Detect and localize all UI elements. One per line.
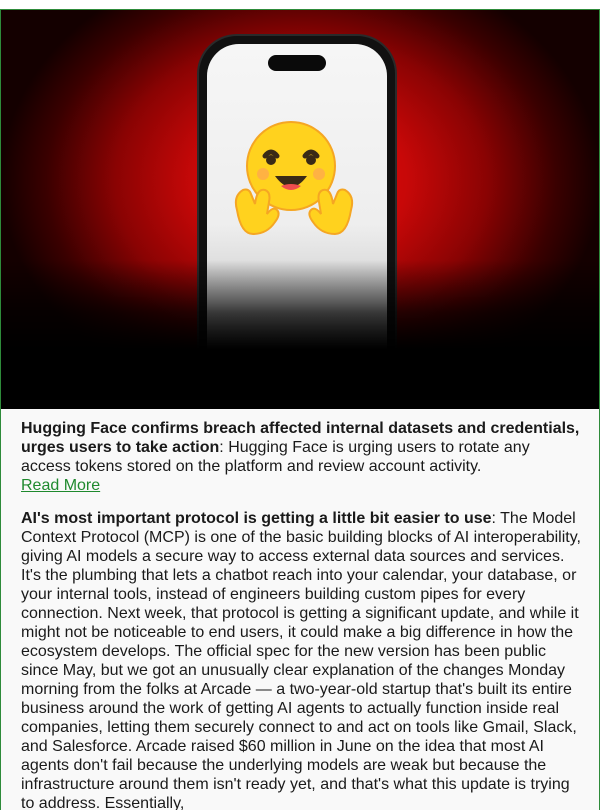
email-content-frame bbox=[0, 9, 600, 810]
article-item bbox=[21, 509, 581, 810]
hero-image bbox=[1, 10, 599, 409]
article-item bbox=[21, 419, 581, 495]
article-title: AI's most important protocol is getting a little bit easier to use bbox=[21, 510, 492, 527]
phone-dynamic-island bbox=[268, 55, 326, 71]
article-separator: : bbox=[491, 510, 501, 527]
hugging-face-emoji-icon bbox=[229, 110, 359, 240]
article-body: Hugging Face is urging users to rotate any access tokens stored on the platform and review account activity. bbox=[21, 439, 530, 475]
read-more-link[interactable]: Read More bbox=[21, 477, 101, 494]
article-body: The Model Context Protocol (MCP) is one of the basic building blocks of AI interoperability, giving AI models a secure way to access external data sources and services. It's the plumbing that lets a chatbot reach into your calendar, your database, or your internal tools, instead of engineers building custom pipes for every connection. Next week, that protocol is getting a significant update, and while it might not be noticeable to end users, it could make a big difference in how the ecosystem develops. The official spec for the new version has been public since May, but we got an unusually clear explanation of the changes Monday morning from the folks at Arcade — a two-year-old startup that's built its entire business around the work of getting AI agents to actually function inside real companies, letting them securely connect to and act on tools like Gmail, Slack, and Salesforce. Arcade raised $60 million in June on the idea that most AI agents don't fail because the underlying models are weak but because the infrastructure around them isn't ready yet, and that's what this update is trying to address. Essentially, bbox=[21, 510, 581, 810]
hero-bottom-shade bbox=[1, 260, 599, 409]
article-list bbox=[21, 419, 581, 810]
article-title: Hugging Face confirms breach affected internal datasets and credentials, urges users to take action bbox=[21, 420, 580, 456]
article-separator: : bbox=[219, 439, 229, 456]
